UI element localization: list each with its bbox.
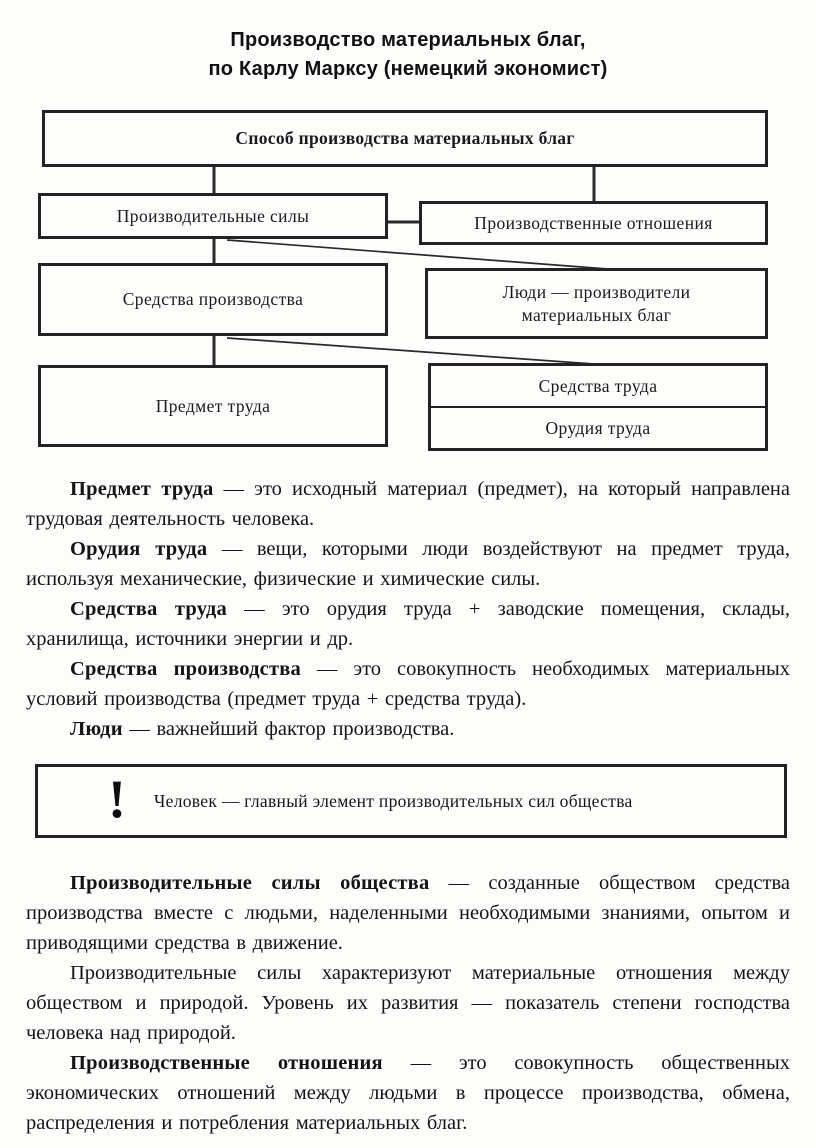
paragraph-forces-characterize <box>26 958 790 1048</box>
definition-term: Предмет труда <box>70 478 214 500</box>
diagram-box-people-producers: Люди — производители материальных благ <box>425 268 768 339</box>
definition-term: Средства труда <box>70 598 227 620</box>
page-title-line1: Производство материальных благ, <box>230 29 586 51</box>
definition-body: — это совокупность необходимых материальных условий производства (предмет труда + средства труда). <box>26 658 790 710</box>
production-scheme-diagram <box>0 110 816 450</box>
diagram-box-means-of-production: Средства производства <box>38 263 388 336</box>
definition-body: — это орудия труда + заводские помещения, склады, хранилища, источники энергии и др. <box>26 598 790 650</box>
important-note-box <box>35 764 787 838</box>
page-title <box>0 0 816 84</box>
definition-term: Средства производства <box>70 658 301 680</box>
definition-tools-of-labor <box>26 534 790 594</box>
paragraph-productive-forces-of-society <box>26 868 790 958</box>
important-note-text: Человек — главный элемент производительных сил общества <box>153 790 633 811</box>
definition-term: Орудия труда <box>70 538 208 560</box>
definition-people <box>26 714 790 744</box>
diagram-cell-tools-of-labor: Орудия труда <box>545 417 651 438</box>
page-title-line2: по Карлу Марксу (немецкий экономист) <box>208 58 608 80</box>
paragraph-lead: Производственные отношения <box>70 1052 383 1074</box>
definition-body: — это исходный материал (предмет), на который направлена трудовая деятельность человека. <box>26 478 790 530</box>
definition-body: — важнейший фактор производства. <box>122 718 455 740</box>
definition-term: Люди <box>70 718 123 740</box>
diagram-box-mode-of-production: Способ производства материальных благ <box>42 110 768 167</box>
exclamation-icon: ! <box>108 769 126 829</box>
diagram-box-productive-forces: Производительные силы <box>38 193 388 239</box>
conclusion-section <box>26 868 790 1138</box>
definitions-section <box>26 474 790 744</box>
definition-means-of-production <box>26 654 790 714</box>
definition-subject-of-labor <box>26 474 790 534</box>
paragraph-body: — созданные обществом средства производства вместе с людьми, наделенными необходимыми знаниями, опытом и приводящими средства в движение. <box>26 872 790 954</box>
diagram-box-production-relations: Производственные отношения <box>419 201 768 245</box>
paragraph-body: Производительные силы характеризуют материальные отношения между обществом и природой. Уровень их развития — показатель степени господства человека над природой. <box>26 962 790 1044</box>
paragraph-lead: Производительные силы общества <box>70 872 430 894</box>
diagram-box-labor-split <box>428 363 768 451</box>
definition-means-of-labor <box>26 594 790 654</box>
paragraph-production-relations <box>26 1048 790 1138</box>
paragraph-body: — это совокупность общественных экономических отношений между людьми в процессе производства, обмена, распределения и потребления материальных благ. <box>26 1052 790 1134</box>
diagram-box-subject-of-labor: Предмет труда <box>38 365 388 447</box>
definition-body: — вещи, которыми люди воздействуют на предмет труда, используя механические, физические и химические силы. <box>26 538 790 590</box>
diagram-cell-means-of-labor: Средства труда <box>431 366 765 408</box>
